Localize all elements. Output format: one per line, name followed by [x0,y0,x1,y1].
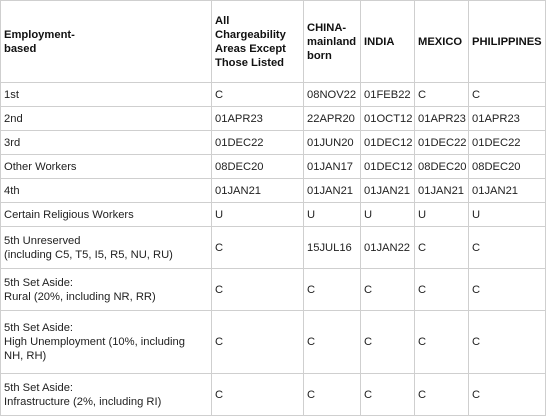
cell-philippines: 01APR23 [469,107,546,131]
cell-india: 01FEB22 [361,83,415,107]
cell-india: 01JAN22 [361,227,415,269]
cell-india: C [361,311,415,374]
header-india: INDIA [361,1,415,83]
cell-india: C [361,269,415,311]
header-philippines: PHILIPPINES [469,1,546,83]
cell-china: C [304,311,361,374]
cell-mexico: 01DEC22 [415,131,469,155]
table-row [1,227,546,269]
row-category: 1st [1,83,212,107]
table-row [1,83,546,107]
cell-china: 01JAN21 [304,179,361,203]
table-header-row [1,1,546,83]
cell-philippines: C [469,83,546,107]
cell-mexico: C [415,227,469,269]
cell-philippines: C [469,311,546,374]
cell-mexico: C [415,374,469,416]
cell-china: 01JAN17 [304,155,361,179]
cell-mexico: 01JAN21 [415,179,469,203]
table-row [1,131,546,155]
cell-mexico: C [415,269,469,311]
cell-all-chargeability: U [212,203,304,227]
cell-mexico: C [415,83,469,107]
cell-india: 01JAN21 [361,179,415,203]
cell-india: U [361,203,415,227]
cell-all-chargeability: C [212,374,304,416]
cell-mexico: C [415,311,469,374]
row-category: Other Workers [1,155,212,179]
cell-china: 01JUN20 [304,131,361,155]
cell-all-chargeability: 01JAN21 [212,179,304,203]
cell-mexico: 08DEC20 [415,155,469,179]
cell-philippines: 08DEC20 [469,155,546,179]
header-employment-based: Employment- based [1,1,212,83]
cell-china: 22APR20 [304,107,361,131]
cell-china: U [304,203,361,227]
cell-india: 01DEC12 [361,155,415,179]
cell-india: C [361,374,415,416]
row-category: 2nd [1,107,212,131]
table-row [1,107,546,131]
header-china: CHINA- mainland born [304,1,361,83]
cell-philippines: C [469,374,546,416]
table-row [1,155,546,179]
row-category: 5th Set Aside: High Unemployment (10%, including NH, RH) [1,311,212,374]
cell-philippines: 01DEC22 [469,131,546,155]
row-category: 4th [1,179,212,203]
row-category: 5th Unreserved (including C5, T5, I5, R5, NU, RU) [1,227,212,269]
cell-india: 01DEC12 [361,131,415,155]
cell-philippines: C [469,227,546,269]
cell-all-chargeability: C [212,311,304,374]
cell-china: C [304,269,361,311]
header-all-chargeability: All Chargeability Areas Except Those Listed [212,1,304,83]
row-category: 3rd [1,131,212,155]
cell-all-chargeability: C [212,83,304,107]
cell-philippines: U [469,203,546,227]
cell-mexico: 01APR23 [415,107,469,131]
table-row [1,311,546,374]
cell-philippines: C [469,269,546,311]
cell-china: 08NOV22 [304,83,361,107]
cell-china: C [304,374,361,416]
table-row [1,269,546,311]
header-mexico: MEXICO [415,1,469,83]
row-category: Certain Religious Workers [1,203,212,227]
table-row [1,179,546,203]
cell-mexico: U [415,203,469,227]
cell-all-chargeability: C [212,227,304,269]
row-category: 5th Set Aside: Infrastructure (2%, including RI) [1,374,212,416]
cell-india: 01OCT12 [361,107,415,131]
cell-all-chargeability: 01DEC22 [212,131,304,155]
cell-china: 15JUL16 [304,227,361,269]
cell-all-chargeability: 01APR23 [212,107,304,131]
cell-all-chargeability: C [212,269,304,311]
row-category: 5th Set Aside: Rural (20%, including NR, RR) [1,269,212,311]
cell-philippines: 01JAN21 [469,179,546,203]
table-row [1,203,546,227]
cell-all-chargeability: 08DEC20 [212,155,304,179]
table-row [1,374,546,416]
